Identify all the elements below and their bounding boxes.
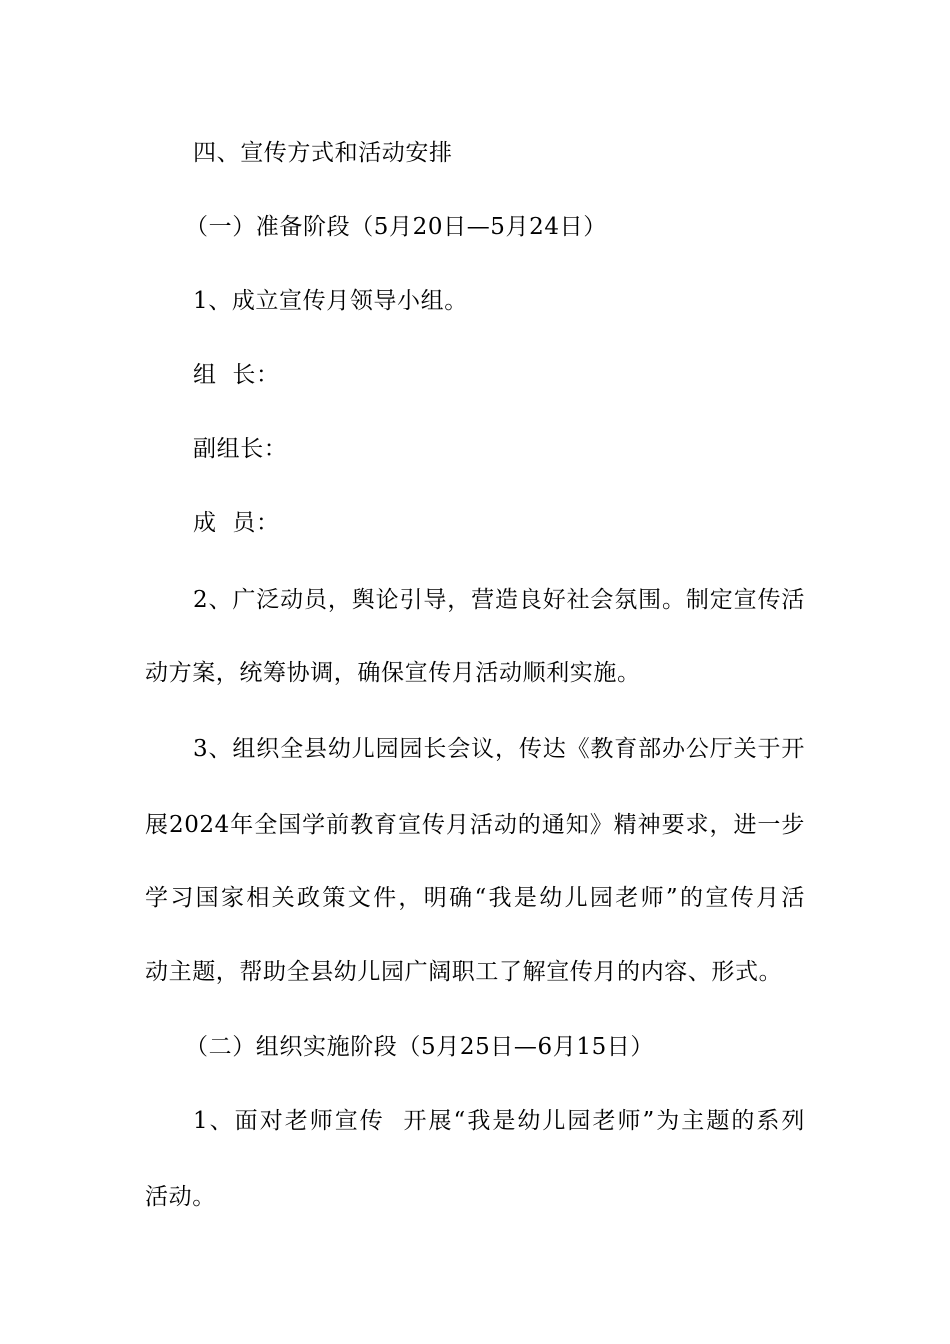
paragraph-line: 组 长：	[193, 362, 280, 388]
paragraph-line: 学习国家相关政策文件，明确“我是幼儿园老师”的宣传月活	[145, 885, 805, 911]
section-heading: 四、宣传方式和活动安排	[193, 140, 453, 166]
subsection-heading: （一）准备阶段（5月20日—5月24日）	[185, 214, 607, 240]
paragraph-line: 2、广泛动员，舆论引导，营造良好社会氛围。制定宣传活	[193, 587, 805, 613]
paragraph-line: 3、组织全县幼儿园园长会议，传达《教育部办公厅关于开	[193, 736, 805, 762]
paragraph-line: 动主题，帮助全县幼儿园广阔职工了解宣传月的内容、形式。	[145, 959, 783, 985]
paragraph-line: 成 员：	[193, 510, 280, 536]
paragraph-line: 展2024年全国学前教育宣传月活动的通知》精神要求，进一步	[145, 812, 805, 838]
paragraph-line: 副组长：	[193, 436, 288, 462]
paragraph-line: 动方案，统筹协调，确保宣传月活动顺利实施。	[145, 660, 641, 686]
subsection-heading: （二）组织实施阶段（5月25日—6月15日）	[185, 1034, 654, 1060]
paragraph-line: 1、面对老师宣传 开展“我是幼儿园老师”为主题的系列	[193, 1108, 805, 1134]
paragraph-line: 活动。	[145, 1184, 216, 1210]
paragraph-line: 1、成立宣传月领导小组。	[193, 288, 468, 314]
